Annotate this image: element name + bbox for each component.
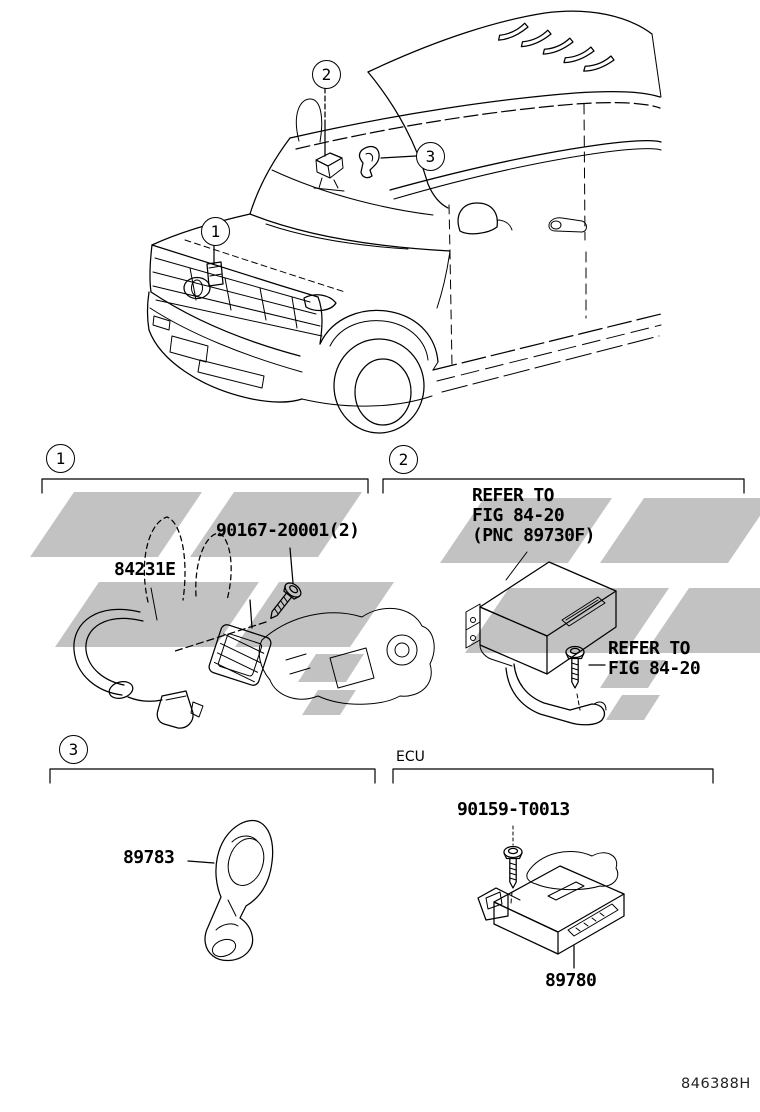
figure-code: 846388H <box>681 1076 751 1092</box>
section1-number: 1 <box>55 449 66 468</box>
watermark-logo <box>30 492 760 720</box>
leader-callout3 <box>381 156 416 158</box>
screw-part-number-label: 90167-20001(2) <box>216 520 360 541</box>
part-89780-drawing <box>478 826 624 968</box>
section2-callout <box>389 445 418 474</box>
part-89783-label: 89783 <box>123 847 175 868</box>
refer-note-line1: REFER TO <box>472 485 554 506</box>
part-89780-label: 89780 <box>545 970 597 991</box>
ecu-section-header: ECU <box>396 749 425 765</box>
callout-3-number: 3 <box>425 147 436 166</box>
section3-callout <box>59 735 88 764</box>
section3-number: 3 <box>68 740 79 759</box>
vehicle-callout-2 <box>312 60 341 89</box>
refer-note-line3: (PNC 89730F) <box>472 525 595 546</box>
callout-2-number: 2 <box>321 65 332 84</box>
refer-note-line2: FIG 84-20 <box>472 505 565 526</box>
vehicle-callout-3 <box>416 142 445 171</box>
callout-1-number: 1 <box>210 222 221 241</box>
section1-callout <box>46 444 75 473</box>
refer-note2-line2: FIG 84-20 <box>608 658 701 679</box>
refer-note2-line1: REFER TO <box>608 638 690 659</box>
front-sensor-drawing <box>207 262 223 286</box>
part-89783-drawing <box>188 820 273 960</box>
section2-number: 2 <box>398 450 409 469</box>
screw-icon <box>504 847 522 889</box>
part-84231e-label: 84231E <box>114 559 176 580</box>
dash-hook-drawing <box>359 147 379 178</box>
vehicle-callout-1 <box>201 217 230 246</box>
screw-90159-label: 90159-T0013 <box>457 799 570 820</box>
dash-sensor-drawing <box>314 153 344 191</box>
